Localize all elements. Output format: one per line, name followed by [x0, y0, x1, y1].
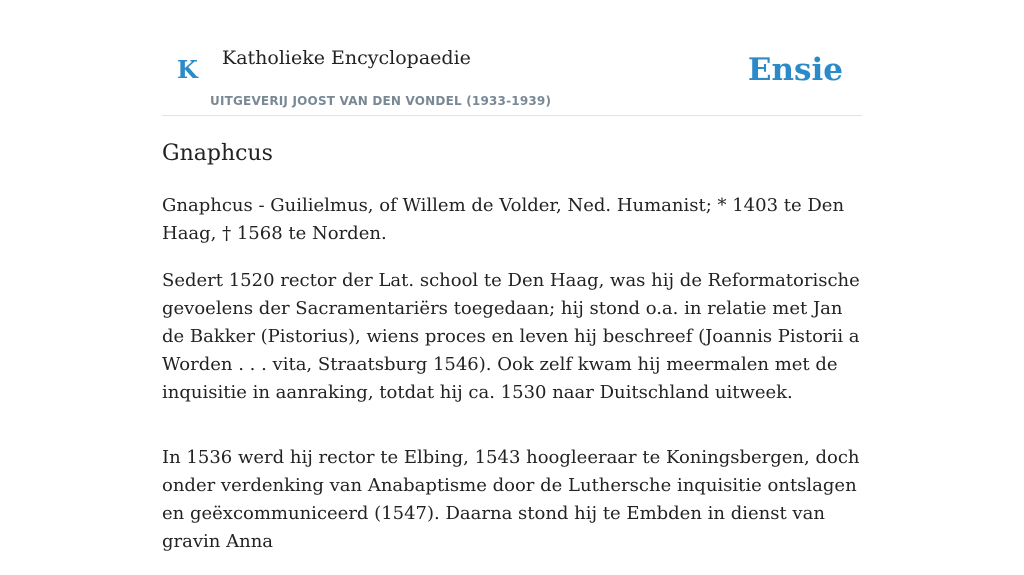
entry-paragraph-1: Gnaphcus - Guilielmus, of Willem de Volder, Ned. Humanist; * 1403 te Den Haag, † 1568 te Norden. — [162, 195, 845, 244]
encyclopedia-logo[interactable]: K — [177, 55, 198, 84]
publisher-label: UITGEVERIJ JOOST VAN DEN VONDEL (1933-1939) — [210, 94, 552, 108]
entry-content — [162, 192, 862, 575]
entry-paragraph-3: In 1536 werd hij rector te Elbing, 1543 hoogleeraar te Koningsbergen, doch onder verdenking van Anabaptisme door de Luthersche inquisitie ontslagen en geëxcommuniceerd (1547). Daarna stond hij te Embden in dienst van gravin Anna — [162, 447, 860, 552]
page — [162, 0, 862, 552]
site-header — [162, 0, 862, 116]
entry-paragraph-2: Sedert 1520 rector der Lat. school te Den Haag, was hij de Reformatorische gevoelens der Sacramentariërs toegedaan; hij stond o.a. in relatie met Jan de Bakker (Pistorius), wiens proces en leven hij beschreef (Joannis Pistorii a Worden . . . vita, Straatsburg 1546). Ook zelf kwam hij meermalen met de inquisitie in aanraking, totdat hij ca. 1530 naar Duitschland uitweek. — [162, 270, 860, 403]
entry-title: Gnaphcus — [162, 141, 273, 166]
ensie-logo[interactable]: Ensie — [747, 52, 843, 88]
site-title[interactable]: Katholieke Encyclopaedie — [222, 47, 471, 69]
